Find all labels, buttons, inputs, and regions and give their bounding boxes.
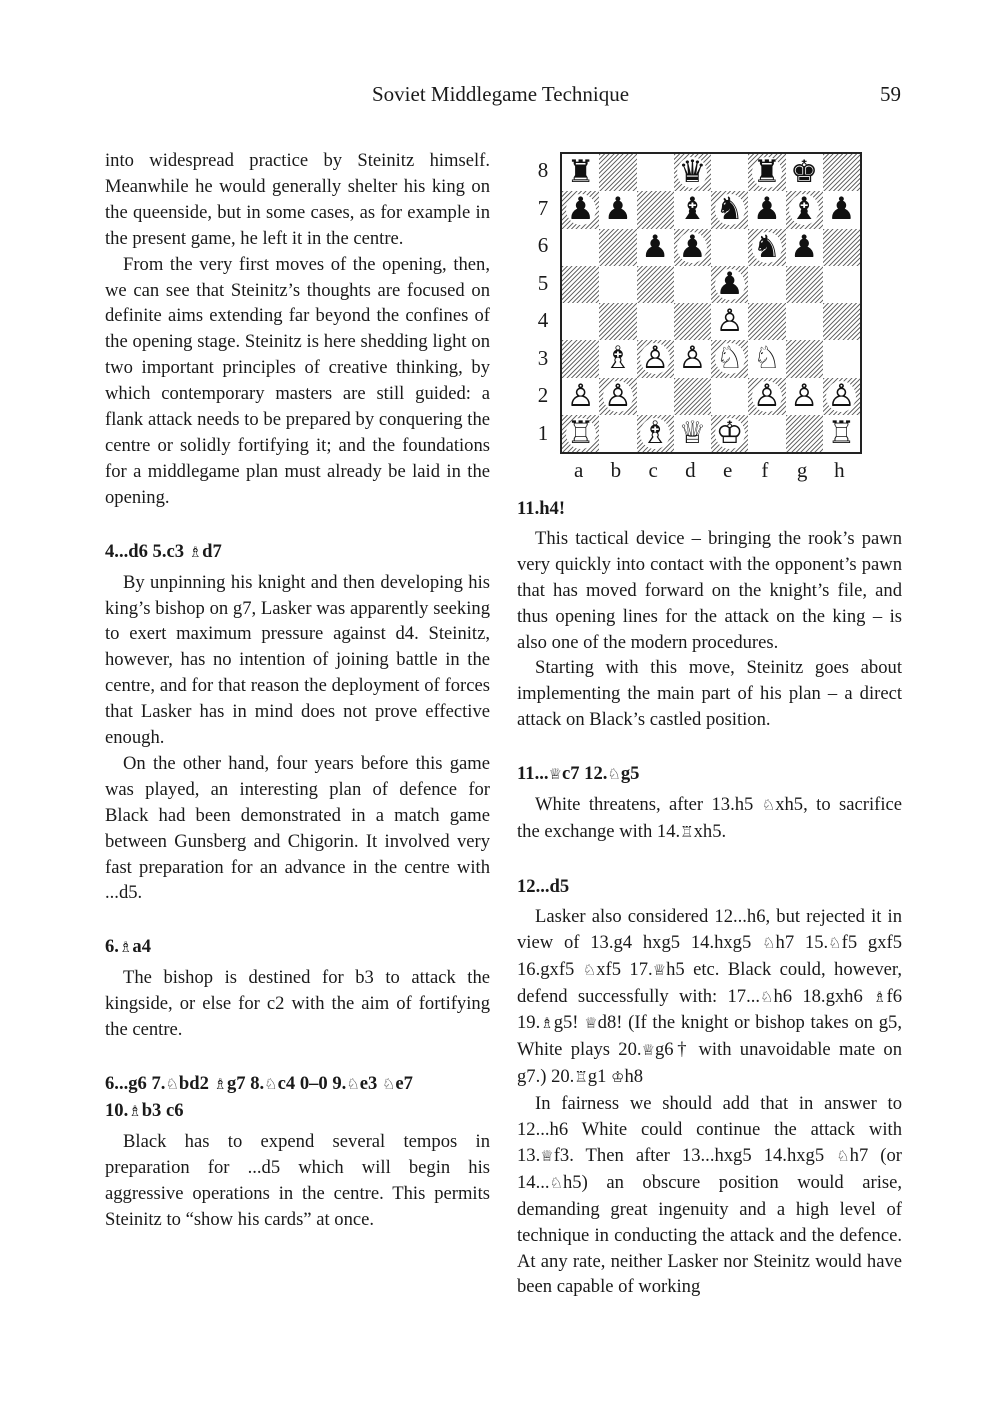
text-run: xh5, to sacrifice the exchange with 14. bbox=[517, 794, 902, 842]
paragraph bbox=[517, 1091, 902, 1300]
square-d8 bbox=[674, 154, 711, 191]
black-pawn-icon: ♟ bbox=[678, 228, 707, 265]
file-label: a bbox=[573, 458, 584, 482]
black-pawn-icon: ♟ bbox=[827, 191, 856, 228]
white-pawn-icon: ♙ bbox=[603, 377, 632, 414]
running-head bbox=[0, 80, 1000, 110]
queen-figurine-icon: ♕ bbox=[652, 960, 667, 979]
knight-figurine-icon: ♘ bbox=[582, 960, 597, 979]
square-d3 bbox=[674, 340, 711, 377]
square-h7 bbox=[823, 191, 860, 228]
move-heading bbox=[105, 934, 490, 961]
knight-figurine-icon: ♘ bbox=[836, 1146, 850, 1165]
square-c1 bbox=[637, 415, 674, 452]
white-bishop-icon: ♗ bbox=[603, 340, 632, 377]
text-run: h5 etc. Black could, however, defend successfully with: 17... bbox=[517, 958, 902, 1007]
white-pawn-icon: ♙ bbox=[641, 340, 670, 377]
rank-label: 5 bbox=[537, 270, 549, 295]
white-pawn-icon: ♙ bbox=[678, 340, 707, 377]
move-text: a4 bbox=[132, 936, 151, 958]
square-a5 bbox=[562, 266, 599, 303]
square-g1 bbox=[786, 415, 823, 452]
square-g4 bbox=[786, 303, 823, 340]
square-e7 bbox=[711, 191, 748, 228]
paragraph bbox=[517, 904, 902, 1091]
black-bishop-icon: ♝ bbox=[790, 191, 819, 228]
paragraph: The bishop is destined for b3 to attack the kingside, or else for c2 with the aim of fortifying the centre. bbox=[105, 967, 490, 1041]
file-label: d bbox=[685, 458, 696, 482]
square-e8 bbox=[711, 154, 748, 191]
square-a4 bbox=[562, 303, 599, 340]
queen-figurine-icon: ♕ bbox=[584, 1014, 598, 1033]
king-figurine-icon: ♔ bbox=[611, 1068, 625, 1087]
move-heading bbox=[105, 539, 490, 566]
black-pawn-icon: ♟ bbox=[790, 228, 819, 265]
rank-label: 7 bbox=[537, 195, 549, 220]
square-c2 bbox=[637, 378, 674, 415]
move-heading bbox=[105, 1071, 490, 1125]
black-pawn-icon: ♟ bbox=[603, 191, 632, 228]
knight-figurine-icon: ♘ bbox=[549, 1173, 563, 1192]
square-c5 bbox=[637, 266, 674, 303]
rank-label: 8 bbox=[537, 158, 549, 182]
file-label: f bbox=[761, 458, 769, 482]
knight-figurine-icon: ♘ bbox=[346, 1075, 360, 1093]
square-h2 bbox=[823, 378, 860, 415]
paragraph: into widespread practice by Steinitz himself. Meanwhile he would generally shelter his king on the queenside, but in some cases, as for example in the present game, he left it in the centre. bbox=[105, 150, 490, 249]
move-text: 11... bbox=[517, 763, 549, 785]
bishop-figurine-icon: ♗ bbox=[118, 938, 133, 957]
white-rook-icon: ♖ bbox=[827, 414, 856, 451]
square-g6 bbox=[786, 229, 823, 266]
square-a3 bbox=[562, 340, 599, 377]
black-pawn-icon: ♟ bbox=[752, 191, 781, 228]
black-rook-icon: ♜ bbox=[752, 154, 781, 191]
knight-figurine-icon: ♘ bbox=[828, 933, 842, 952]
move-text: c4 0–0 9. bbox=[277, 1073, 347, 1094]
paragraph: Starting with this move, Steinitz goes about implementing the main part of his plan – a direct attack on Black’s castled position. bbox=[517, 657, 902, 731]
square-h8 bbox=[823, 154, 860, 191]
page-number: 59 bbox=[880, 82, 901, 106]
square-f7 bbox=[748, 191, 785, 228]
bishop-figurine-icon: ♗ bbox=[128, 1101, 142, 1120]
knight-figurine-icon: ♘ bbox=[264, 1075, 278, 1093]
knight-figurine-icon: ♘ bbox=[165, 1075, 179, 1093]
square-h6 bbox=[823, 229, 860, 266]
square-c6 bbox=[637, 229, 674, 266]
black-pawn-icon: ♟ bbox=[566, 191, 595, 228]
queen-figurine-icon: ♕ bbox=[540, 1146, 554, 1165]
square-g2 bbox=[786, 378, 823, 415]
knight-figurine-icon: ♘ bbox=[761, 796, 776, 815]
rank-label: 6 bbox=[537, 233, 549, 257]
rank-label: 1 bbox=[537, 420, 549, 445]
knight-figurine-icon: ♘ bbox=[607, 765, 621, 784]
file-label: b bbox=[610, 458, 622, 482]
black-knight-icon: ♞ bbox=[715, 191, 744, 228]
square-d4 bbox=[674, 303, 711, 340]
square-a6 bbox=[562, 229, 599, 266]
bishop-figurine-icon: ♗ bbox=[540, 1014, 554, 1033]
white-queen-icon: ♕ bbox=[678, 414, 707, 451]
square-c3 bbox=[637, 340, 674, 377]
black-bishop-icon: ♝ bbox=[678, 191, 707, 228]
paragraph: On the other hand, four years before this game was played, an interesting plan of defence for Black had been demonstrated in a match game between Gunsberg and Chigorin. It involved very fast preparation for an advance in the centre with ...d5. bbox=[105, 752, 490, 904]
square-b2 bbox=[599, 378, 636, 415]
move-text: 4...d6 5.c3 bbox=[105, 540, 189, 562]
file-label: c bbox=[648, 458, 658, 482]
move-text: e3 bbox=[359, 1073, 382, 1094]
square-h4 bbox=[823, 303, 860, 340]
text-run: In fairness we should add that in answer to 12...h6 White could continue the attack with 13. bbox=[517, 1093, 902, 1166]
knight-figurine-icon: ♘ bbox=[762, 933, 776, 952]
text-run: h7 (or 14... bbox=[517, 1144, 902, 1193]
square-g5 bbox=[786, 266, 823, 303]
square-f1 bbox=[748, 415, 785, 452]
square-f3 bbox=[748, 340, 785, 377]
black-pawn-icon: ♟ bbox=[715, 265, 744, 302]
text-run: h6 18.gxh6 bbox=[773, 985, 874, 1007]
text-run: g1 bbox=[587, 1066, 612, 1088]
queen-figurine-icon: ♕ bbox=[641, 1041, 655, 1060]
rook-figurine-icon: ♖ bbox=[680, 822, 694, 841]
move-text: 6. bbox=[105, 936, 119, 958]
file-label: h bbox=[834, 458, 845, 482]
black-queen-icon: ♛ bbox=[678, 154, 707, 191]
white-knight-icon: ♘ bbox=[752, 340, 781, 377]
text-run: f6 19. bbox=[517, 985, 902, 1034]
square-b8 bbox=[599, 154, 636, 191]
text-run: xh5. bbox=[693, 820, 727, 842]
square-a8 bbox=[562, 154, 599, 191]
white-knight-icon: ♘ bbox=[715, 340, 744, 377]
square-e3 bbox=[711, 340, 748, 377]
white-rook-icon: ♖ bbox=[566, 414, 595, 451]
knight-figurine-icon: ♘ bbox=[760, 987, 774, 1006]
chess-diagram bbox=[520, 148, 865, 488]
move-text: 6...g6 7. bbox=[105, 1073, 166, 1094]
square-a7 bbox=[562, 191, 599, 228]
square-d6 bbox=[674, 229, 711, 266]
bishop-figurine-icon: ♗ bbox=[188, 542, 203, 561]
text-run: d8! (If the knight or bishop takes on g5, White plays 20. bbox=[517, 1012, 903, 1061]
square-b7 bbox=[599, 191, 636, 228]
square-g8 bbox=[786, 154, 823, 191]
white-pawn-icon: ♙ bbox=[827, 377, 856, 414]
move-heading: 12...d5 bbox=[517, 875, 570, 897]
square-d1 bbox=[674, 415, 711, 452]
square-e5 bbox=[711, 266, 748, 303]
square-c4 bbox=[637, 303, 674, 340]
square-f2 bbox=[748, 378, 785, 415]
black-king-icon: ♚ bbox=[790, 154, 819, 191]
rank-label: 2 bbox=[537, 383, 549, 407]
rank-label: 3 bbox=[537, 345, 549, 370]
right-column bbox=[517, 496, 902, 1300]
square-b3 bbox=[599, 340, 636, 377]
paragraph: From the very first moves of the opening, then, we can see that Steinitz’s thoughts are focused on definite aims extending far beyond the confines of the opening stage. Steinitz is here shedding light on two important principles of creative thinking, by which contemporary masters are still guided: a flank attack needs to be prepared by conquering the centre or solidly fortifying it; and the foundations for a middlegame plan must already be laid in the opening. bbox=[105, 253, 490, 508]
bishop-figurine-icon: ♗ bbox=[213, 1075, 227, 1093]
move-heading: 11.h4! bbox=[517, 498, 566, 519]
white-pawn-icon: ♙ bbox=[752, 377, 781, 414]
text-run: g6† with unavoidable mate on g7.) 20. bbox=[517, 1039, 902, 1088]
square-b4 bbox=[599, 303, 636, 340]
bishop-figurine-icon: ♗ bbox=[873, 987, 887, 1006]
square-e6 bbox=[711, 229, 748, 266]
black-pawn-icon: ♟ bbox=[641, 228, 670, 265]
white-pawn-icon: ♙ bbox=[566, 377, 595, 414]
square-d2 bbox=[674, 378, 711, 415]
text-run: xf5 17. bbox=[596, 958, 653, 980]
text-run: h7 15. bbox=[775, 931, 829, 953]
knight-figurine-icon: ♘ bbox=[381, 1075, 396, 1093]
square-e2 bbox=[711, 378, 748, 415]
paragraph: This tactical device – bringing the rook’s pawn very quickly into contact with the opponent’s pawn that has moved forward on the knight’s file, and thus opening lines for the attack on the king – is also one of the modern procedures. bbox=[517, 527, 902, 653]
square-g3 bbox=[786, 340, 823, 377]
paragraph: Black has to expend several tempos in preparation for ...d5 which will begin his aggressive operations in the centre. This permits Steinitz to “show his cards” at once. bbox=[105, 1130, 490, 1230]
file-label: e bbox=[722, 458, 733, 482]
paragraph: By unpinning his knight and then developing his king’s bishop on g7, Lasker was apparently seeking to exert maximum pressure against d4. Steinitz, however, has no intention of joining battle in the centre, and for that reason the deployment of forces that Lasker has in mind does not prove effective enough. bbox=[105, 571, 490, 749]
square-e4 bbox=[711, 303, 748, 340]
square-h3 bbox=[823, 340, 860, 377]
square-f6 bbox=[748, 229, 785, 266]
square-h5 bbox=[823, 266, 860, 303]
square-a2 bbox=[562, 378, 599, 415]
move-text: e7 bbox=[395, 1073, 413, 1094]
black-rook-icon: ♜ bbox=[566, 154, 595, 191]
square-a1 bbox=[562, 415, 599, 452]
move-text: bd2 bbox=[178, 1073, 214, 1094]
white-pawn-icon: ♙ bbox=[715, 303, 744, 340]
text-run: Lasker also considered 12...h6, but rejected it in view of 13.g4 hxg5 14.hxg5 bbox=[517, 905, 902, 953]
left-column bbox=[105, 148, 490, 1232]
move-text: c7 12. bbox=[561, 763, 608, 785]
square-b5 bbox=[599, 266, 636, 303]
file-labels bbox=[560, 456, 858, 484]
text-run: f3. Then after 13...hxg5 14.hxg5 bbox=[553, 1144, 837, 1166]
square-b6 bbox=[599, 229, 636, 266]
paragraph bbox=[517, 792, 902, 846]
move-text: 10. bbox=[105, 1099, 129, 1121]
text-run: h8 bbox=[624, 1066, 644, 1088]
move-text: b3 c6 bbox=[141, 1099, 184, 1121]
square-h1 bbox=[823, 415, 860, 452]
square-b1 bbox=[599, 415, 636, 452]
white-pawn-icon: ♙ bbox=[790, 377, 819, 414]
white-king-icon: ♔ bbox=[715, 414, 744, 451]
white-bishop-icon: ♗ bbox=[641, 414, 670, 451]
square-f5 bbox=[748, 266, 785, 303]
square-g7 bbox=[786, 191, 823, 228]
running-title: Soviet Middlegame Technique bbox=[372, 82, 630, 106]
move-text: d7 bbox=[202, 540, 222, 562]
rank-label: 4 bbox=[537, 308, 549, 332]
file-label: g bbox=[796, 458, 808, 482]
square-e1 bbox=[711, 415, 748, 452]
move-text: g5 bbox=[620, 763, 640, 785]
text-run: g5! bbox=[553, 1012, 585, 1034]
black-knight-icon: ♞ bbox=[752, 228, 781, 265]
text-run: h5) an obscure position would arise, demanding great ingenuity and a high level of technique in conducting the attack and the defence. At any rate, neither Lasker nor Steinitz would have been capable of working bbox=[517, 1171, 902, 1298]
text-run: White threatens, after 13.h5 bbox=[535, 794, 762, 816]
square-d7 bbox=[674, 191, 711, 228]
move-text: g7 8. bbox=[226, 1073, 265, 1094]
square-d5 bbox=[674, 266, 711, 303]
chess-board bbox=[560, 152, 862, 454]
text-run: f5 gxf5 16.gxf5 bbox=[517, 931, 902, 980]
square-c7 bbox=[637, 191, 674, 228]
square-f8 bbox=[748, 154, 785, 191]
move-heading bbox=[517, 761, 902, 788]
rook-figurine-icon: ♖ bbox=[574, 1068, 588, 1087]
square-c8 bbox=[637, 154, 674, 191]
queen-figurine-icon: ♕ bbox=[548, 765, 562, 784]
square-f4 bbox=[748, 303, 785, 340]
